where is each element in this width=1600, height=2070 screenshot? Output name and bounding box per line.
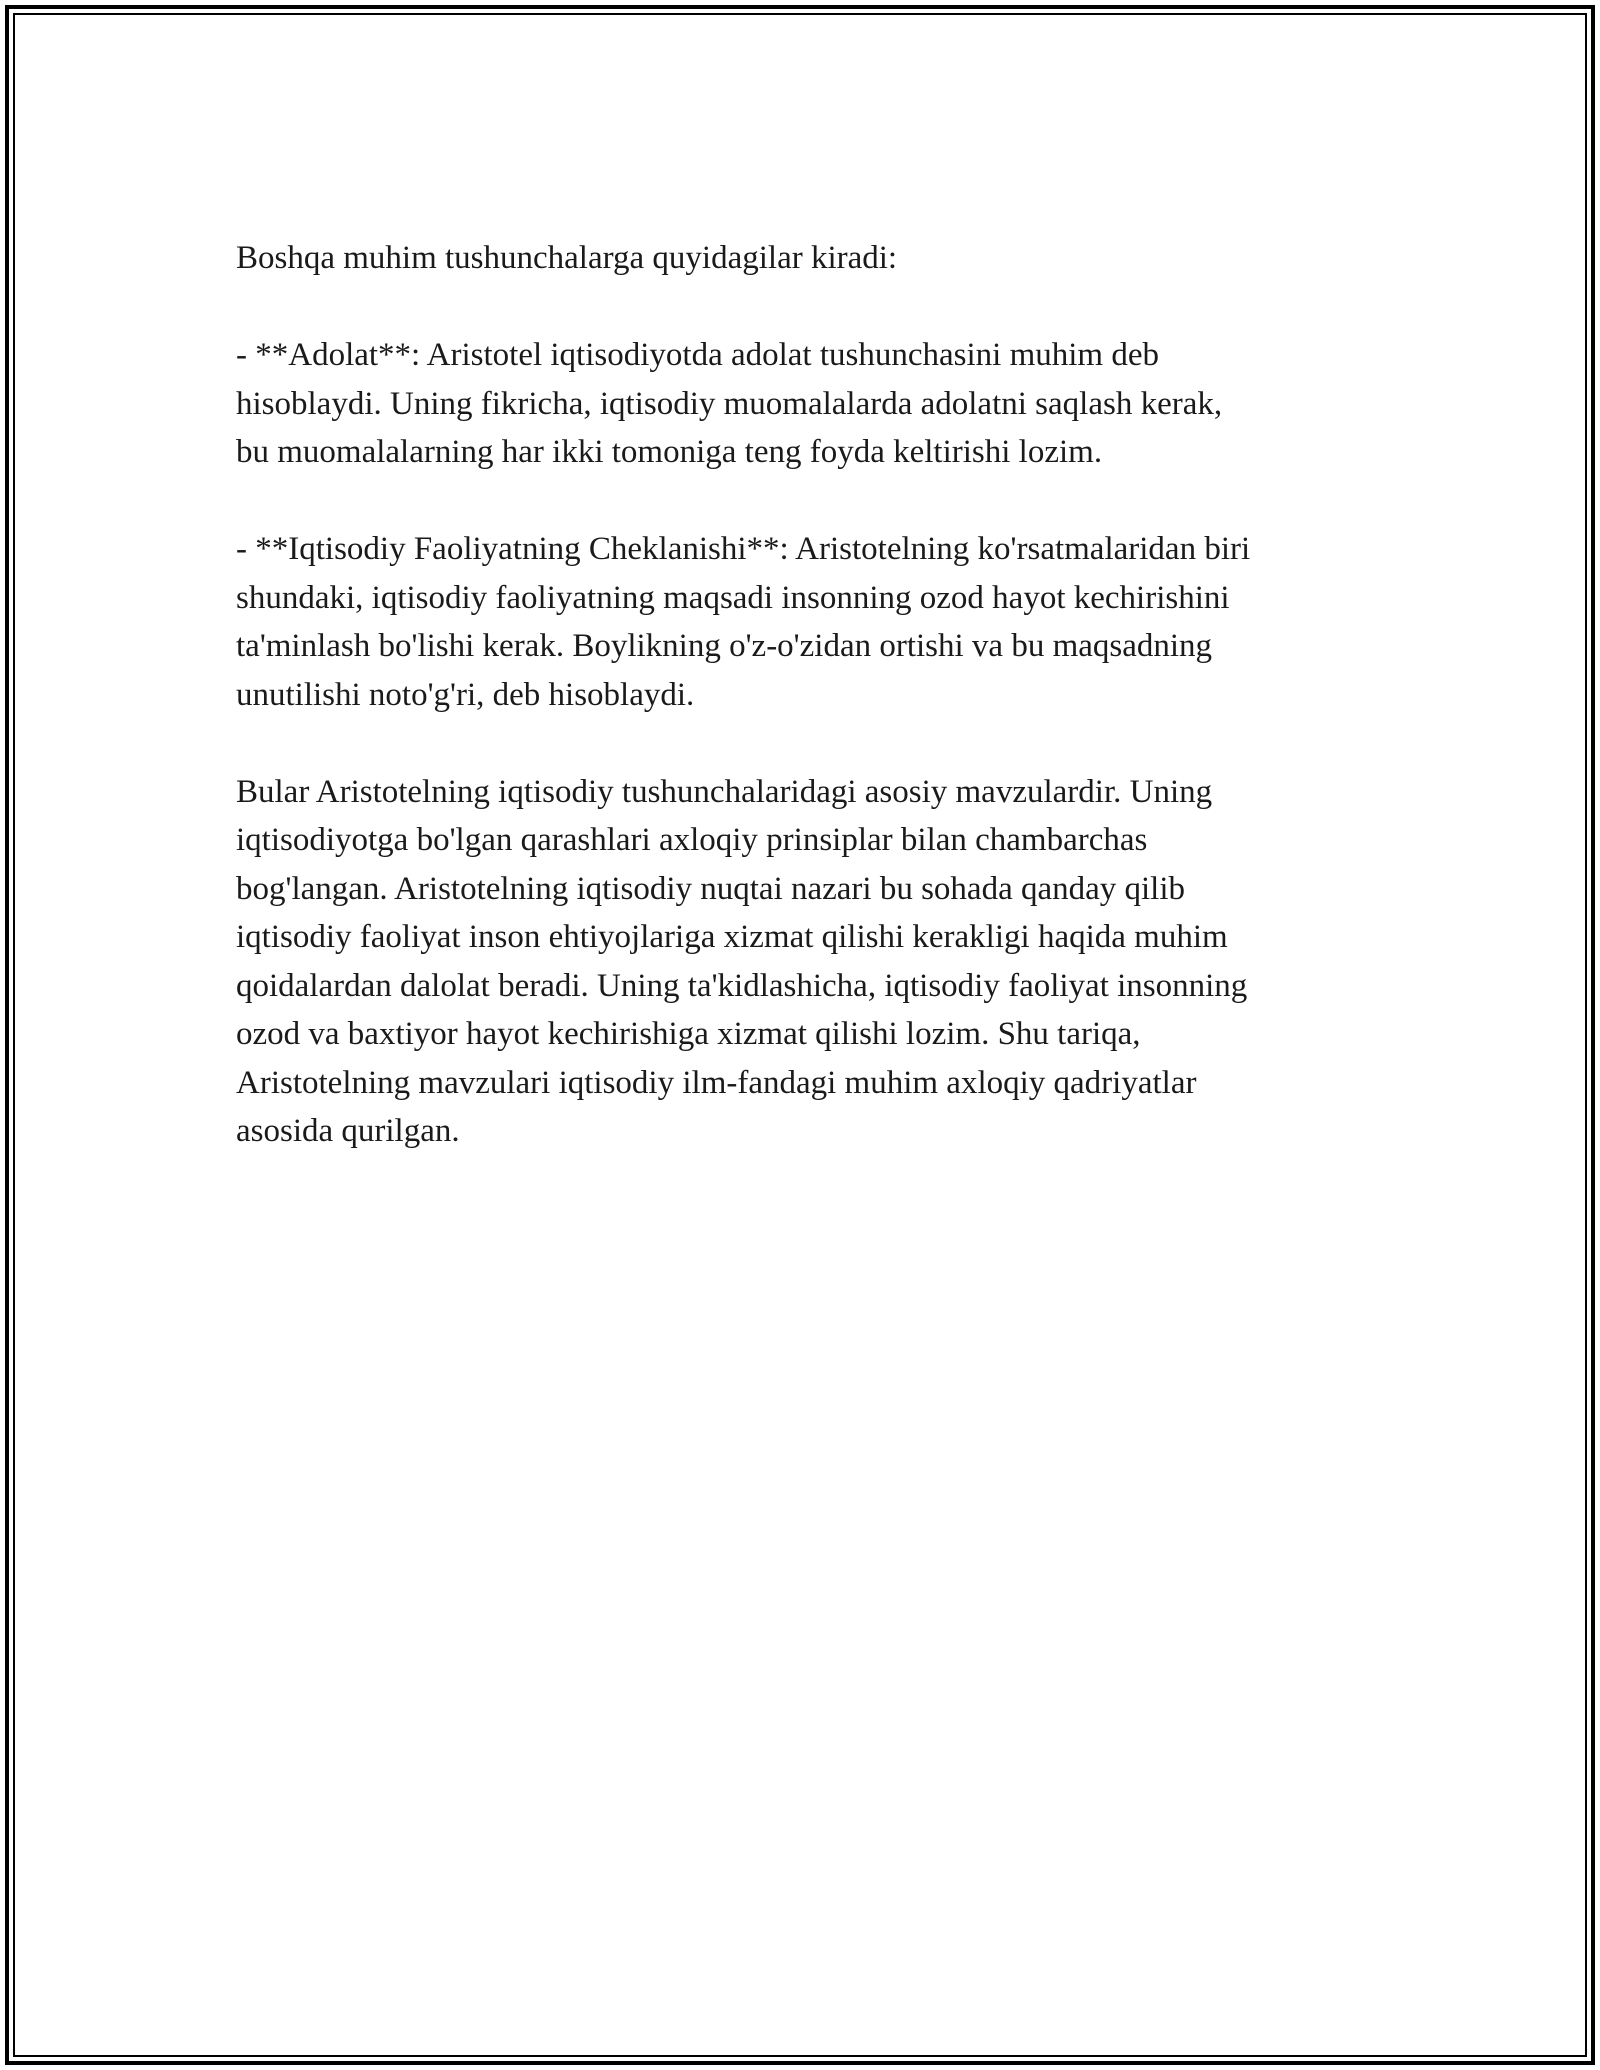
conclusion-paragraph [236, 768, 1386, 1156]
intro-paragraph [236, 234, 1386, 283]
bullet-adolat-line-2: hisoblaydi. Uning fikricha, iqtisodiy muomalalarda adolatni saqlash kerak, [236, 385, 1223, 422]
bullet-cheklanishi-line-4: unutilishi noto'g'ri, deb hisoblaydi. [236, 676, 695, 713]
conclusion-line-4: iqtisodiy faoliyat inson ehtiyojlariga xizmat qilishi kerakligi haqida muhim [236, 919, 1228, 955]
conclusion-line-6: ozod va baxtiyor hayot kechirishiga xizmat qilishi lozim. Shu tariqa, [236, 1016, 1141, 1052]
bullet-adolat-line-3: bu muomalalarning har ikki tomoniga teng foyda keltirishi lozim. [236, 434, 1103, 470]
bullet-adolat-line-1: - **Adolat**: Aristotel iqtisodiyotda adolat tushunchasini muhim deb [236, 337, 1159, 373]
bullet-cheklanishi-line-2: shundaki, iqtisodiy faoliyatning maqsadi insonning ozod hayot kechirishini [236, 579, 1230, 616]
conclusion-line-3: bog'langan. Aristotelning iqtisodiy nuqtai nazari bu sohada qanday qilib [236, 870, 1186, 907]
conclusion-line-7: Aristotelning mavzulari iqtisodiy ilm-fandagi muhim axloqiy qadriyatlar [236, 1064, 1197, 1101]
document-body [236, 234, 1386, 1156]
bullet-adolat [236, 331, 1386, 477]
conclusion-line-5: qoidalardan dalolat beradi. Uning ta'kidlashicha, iqtisodiy faoliyat insonning [236, 967, 1248, 1004]
bullet-cheklanishi-line-3: ta'minlash bo'lishi kerak. Boylikning o'z-o'zidan ortishi va bu maqsadning [236, 628, 1213, 664]
conclusion-line-1: Bular Aristotelning iqtisodiy tushunchalaridagi asosiy mavzulardir. Uning [236, 773, 1213, 810]
bullet-cheklanishi-line-1: - **Iqtisodiy Faoliyatning Cheklanishi**: Aristotelning ko'rsatmalaridan biri [236, 531, 1251, 567]
conclusion-line-2: iqtisodiyotga bo'lgan qarashlari axloqiy prinsiplar bilan chambarchas [236, 822, 1148, 858]
intro-line: Boshqa muhim tushunchalarga quyidagilar kiradi: [236, 240, 898, 276]
bullet-cheklanishi [236, 525, 1386, 719]
conclusion-line-8: asosida qurilgan. [236, 1113, 460, 1149]
